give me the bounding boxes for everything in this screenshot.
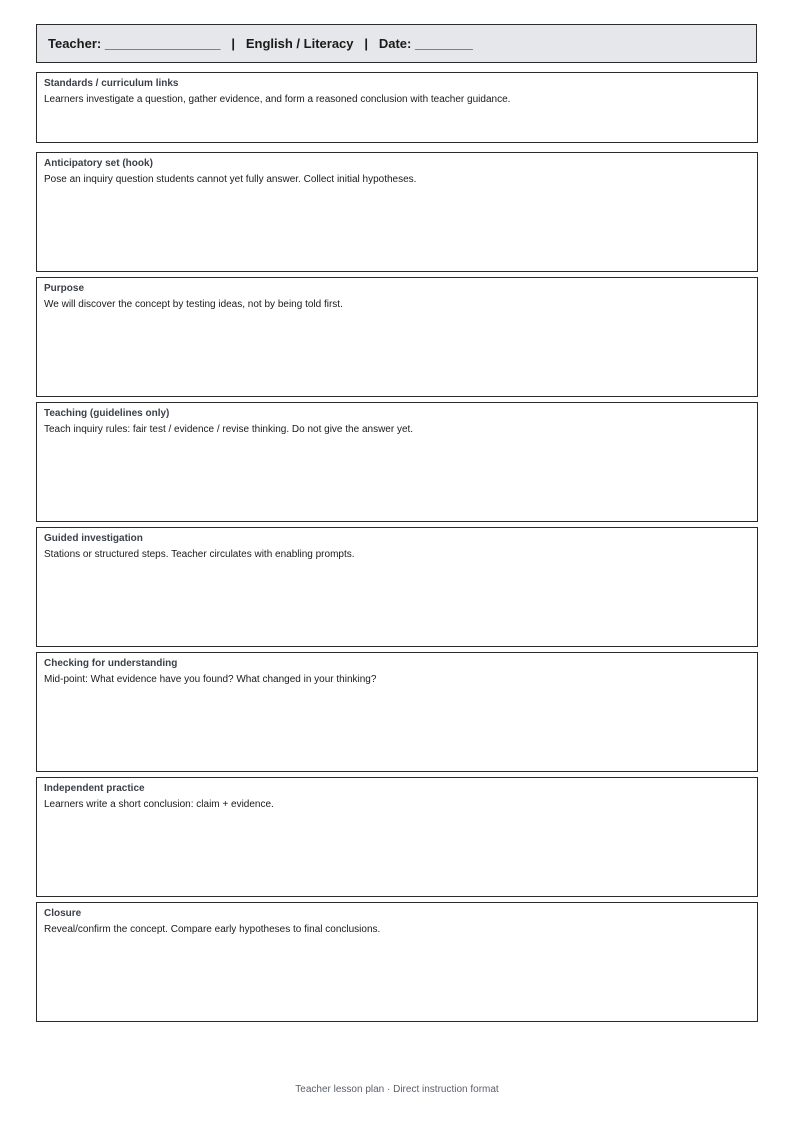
teacher-field[interactable]: Teacher: ________________	[48, 36, 221, 51]
section-title: Checking for understanding	[44, 658, 178, 669]
section-title: Independent practice	[44, 783, 145, 794]
section-title: Guided investigation	[44, 533, 143, 544]
section-title: Teaching (guidelines only)	[44, 408, 170, 419]
section-body: Stations or structured steps. Teacher circulates with enabling prompts.	[44, 549, 355, 560]
section-body: Reveal/confirm the concept. Compare early hypotheses to final conclusions.	[44, 924, 381, 935]
section-independent-practice[interactable]	[36, 777, 758, 897]
section-body: Learners investigate a question, gather evidence, and form a reasoned conclusion with teacher guidance.	[44, 94, 511, 105]
section-teaching[interactable]	[36, 402, 758, 522]
section-body: We will discover the concept by testing ideas, not by being told first.	[44, 299, 343, 310]
section-purpose[interactable]	[36, 277, 758, 397]
section-guided-investigation[interactable]	[36, 527, 758, 647]
header-separator: |	[231, 36, 236, 51]
section-standards[interactable]	[36, 72, 758, 143]
section-title: Anticipatory set (hook)	[44, 158, 153, 169]
section-body: Mid-point: What evidence have you found? What changed in your thinking?	[44, 674, 377, 685]
header-separator: |	[364, 36, 368, 51]
section-closure[interactable]	[36, 902, 758, 1022]
section-title: Closure	[44, 908, 82, 919]
subject-label: English / Literacy	[245, 36, 354, 51]
header-bar	[36, 24, 757, 63]
section-anticipatory-set[interactable]	[36, 152, 758, 272]
section-checking-understanding[interactable]	[36, 652, 758, 772]
page-footer: Teacher lesson plan · Direct instruction format	[295, 1084, 499, 1095]
date-field[interactable]: Date: ________	[378, 36, 473, 51]
section-body: Learners write a short conclusion: claim + evidence.	[44, 799, 274, 810]
section-title: Standards / curriculum links	[44, 78, 179, 89]
section-body: Teach inquiry rules: fair test / evidence / revise thinking. Do not give the answer yet.	[44, 424, 414, 435]
section-body: Pose an inquiry question students cannot yet fully answer. Collect initial hypotheses.	[44, 174, 417, 185]
section-title: Purpose	[44, 283, 85, 294]
